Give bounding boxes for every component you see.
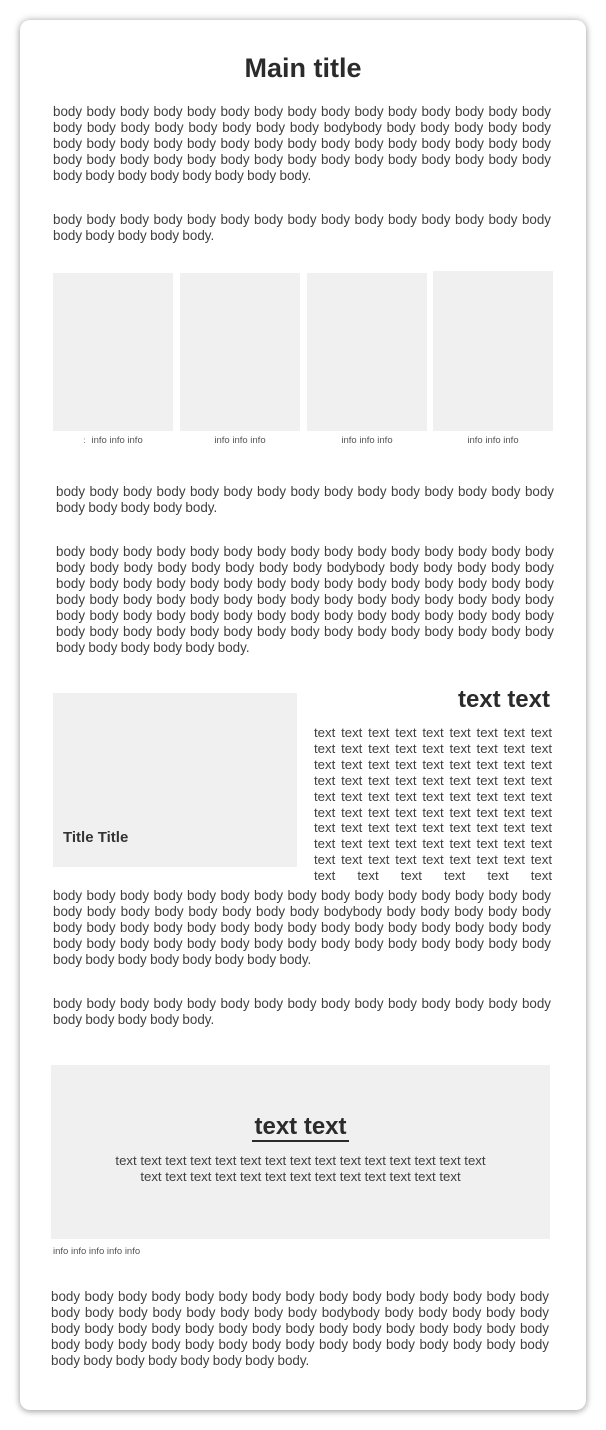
gallery-item[interactable] (53, 273, 173, 447)
gallery-info (53, 435, 173, 447)
gallery-item[interactable] (433, 271, 553, 447)
gallery-image-placeholder (433, 271, 553, 431)
gallery-item[interactable] (180, 273, 300, 447)
body-paragraph-2: body body body body body body body body body body body body body body body body body body body body. (53, 212, 551, 243)
body-paragraph-7: body body body body body body body body body body body body body body body body body body body body body body body bodybody body body body body body body body body body body body body body body body body body body body body body body body body body body body body body body body body body body body body body body body body body body body. (51, 1289, 549, 1368)
gallery-item[interactable] (307, 273, 427, 447)
gallery-image-placeholder (53, 273, 173, 431)
banner-box[interactable] (51, 1065, 550, 1239)
body-paragraph-6: body body body body body body body body body body body body body body body body body body body body. (53, 996, 551, 1027)
gallery-info: info info info (214, 435, 266, 446)
banner-heading (51, 1113, 550, 1141)
main-title: Main title (244, 53, 362, 83)
feature-heading: text text (457, 686, 550, 713)
body-paragraph-4: body body body body body body body body body body body body body body body body body body body body body body body bodybody body body body body body body body body body body body body body body body body body body body body body body body body body body body body body body body body body body body body body body body body body body body body body body body body body body body body body body body body body body body body body body body body body body body body body body body. (56, 544, 554, 655)
gallery-info-label: info info info (91, 435, 143, 446)
gallery-image-placeholder (307, 273, 427, 431)
feature-text: text text text text text text text text text text text text text text text text text text text text text text text text text text text text text text text text text text text text text text text text text text text text text text text text text text text text text text text text text text text text text text text text text text text text text text text text text text text text text text text text text text text text text text text (314, 725, 552, 884)
banner-caption: info info info info info (53, 1246, 141, 1257)
banner-text: text text text text text text text text text text text text text text text text text text text text text text text text text text text text (115, 1153, 486, 1184)
gallery-info: info info info (467, 435, 519, 446)
article-card (20, 20, 586, 1410)
feature-image-box[interactable] (53, 693, 297, 867)
gallery-info: info info info (341, 435, 393, 446)
body-paragraph-3: body body body body body body body body body body body body body body body body body body body body. (56, 484, 554, 515)
body-paragraph-5: body body body body body body body body body body body body body body body body body body body body body body body bodybody body body body body body body body body body body body body body body body body body body body body body body body body body body body body body body body body body body body body body body body body body body body. (53, 888, 551, 967)
body-paragraph-1: body body body body body body body body body body body body body body body body body body body body body body body bodybody body body body body body body body body body body body body body body body body body body body body body body body body body body body body body body body body body body body body body body body body body body body. (53, 104, 551, 183)
gallery-mark: : (83, 436, 86, 445)
feature-box-title: Title Title (63, 829, 129, 846)
banner-heading-text: text text (254, 1113, 347, 1140)
gallery-image-placeholder (180, 273, 300, 431)
